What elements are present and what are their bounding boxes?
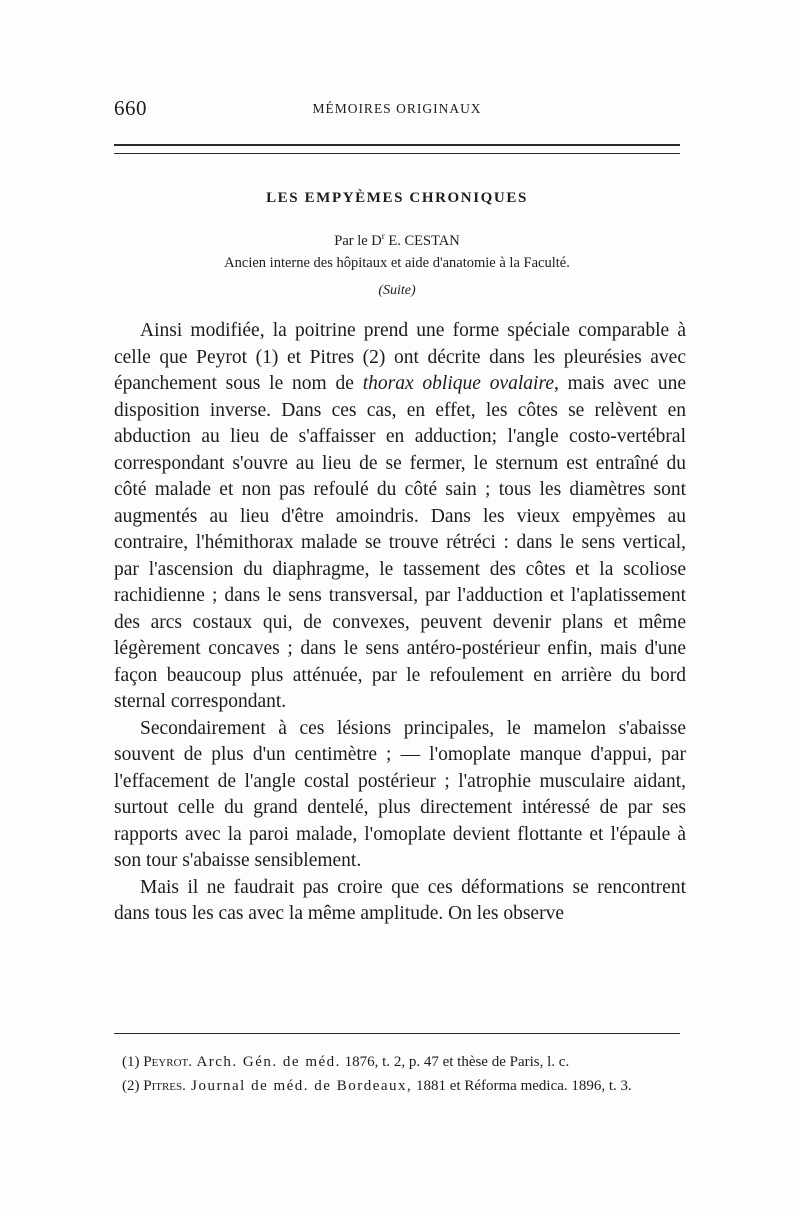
paragraph-1-italic: thorax oblique ovalaire <box>362 373 554 394</box>
footnote-2-rest: 1881 et Réforma medica. 1896, t. 3. <box>412 1078 632 1094</box>
footnote-rule <box>114 1033 680 1034</box>
byline-prefix: Par le D <box>334 232 382 249</box>
byline-sup: r <box>381 231 385 241</box>
running-head <box>114 96 680 122</box>
paragraph-1 <box>114 318 686 716</box>
footnote-1 <box>114 1050 686 1074</box>
footnote-2-author: Pitres. <box>143 1078 186 1094</box>
paragraph-2: Secondairement à ces lésions principales, le mamelon s'abaisse souvent de plus d'un centimètre ; — l'omoplate manque d'appui, par l'effacement de l'angle costal postérieur ; l'atrophie musculaire aidant, surtout celle du grand dentelé, plus directement intéressé de par ses rapports avec la paroi malade, l'omoplate devient flottante et l'épaule à son tour s'abaisse sensiblement. <box>114 717 686 871</box>
footnote-1-author: Peyrot. <box>143 1054 193 1070</box>
footnote-2-number: (2) <box>122 1078 144 1094</box>
footnote-1-rest: 1876, t. 2, p. 47 et thèse de Paris, l. c. <box>340 1054 570 1070</box>
paragraph-3: Mais il ne faudrait pas croire que ces déformations se rencontrent dans tous les cas avec la même amplitude. On les observe <box>114 876 686 924</box>
author-affiliation: Ancien interne des hôpitaux et aide d'anatomie à la Faculté. <box>224 255 570 271</box>
body-text <box>114 318 686 928</box>
byline <box>114 231 680 250</box>
paragraph-1-part-b: , mais avec une disposition inverse. Dans ces cas, en effet, les côtes se relèvent en abduction au lieu de s'affaisser en adduction; l'angle costo-vertébral correspondant s'ouvre au lieu de se fermer, le sternum est entraîné du côté malade et non pas refoulé du côté sain ; tous les diamètres sont augmentés au lieu d'être amoindris. Dans les vieux empyèmes au contraire, l'hémithorax malade se trouve rétréci : dans le sens vertical, par l'ascension du diaphragme, le tassement des côtes et la scoliose rachidienne ; dans le sens transversal, par l'adduction et l'aplatissement des arcs costaux qui, de convexes, peuvent devenir plans et même légèrement concaves ; dans le sens antéro-postérieur enfin, mais d'une façon beaucoup plus atténuée, par le refoulement en arrière du bord sternal correspondant. <box>114 373 686 712</box>
page-number: 660 <box>114 96 147 120</box>
footnote-2-journal: Journal de méd. de Bordeaux, <box>185 1078 413 1094</box>
byline-author: E. CESTAN <box>384 232 460 249</box>
footnotes <box>114 1050 686 1098</box>
footnote-1-number: (1) <box>122 1054 144 1070</box>
running-title: MÉMOIRES ORIGINAUX <box>312 101 482 116</box>
header-double-rule <box>114 144 680 154</box>
continued-label: (Suite) <box>378 283 416 298</box>
paragraph-1-part-a: Ainsi modifiée, la poitrine prend une forme spéciale comparable à celle que Peyrot (1) et Pitres (2) ont décrite dans les pleurésies avec épanchement sous le nom de <box>114 320 686 394</box>
article-title: LES EMPYÈMES CHRONIQUES <box>266 190 528 206</box>
footnote-2 <box>114 1074 686 1098</box>
footnote-1-journal: Arch. Gén. de méd. <box>192 1054 341 1070</box>
